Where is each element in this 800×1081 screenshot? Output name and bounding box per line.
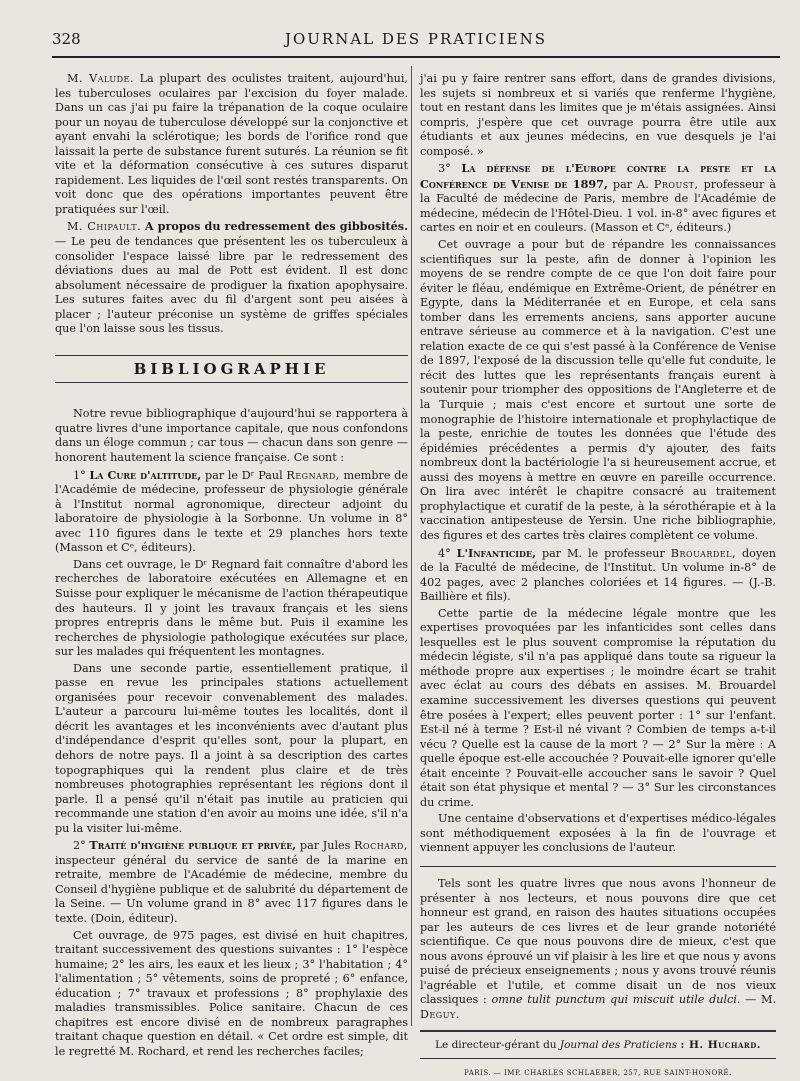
bibliographie-heading: BIBLIOGRAPHIE	[55, 355, 408, 384]
book-1-entry: 1° La Cure d'altitude, par le Dʳ Paul Regnard, membre de l'Académie de médecine, professeur de physiologie générale à l'Institut normal agronomique, directeur adjoint du laboratoire de physiologie à la Sorbonne. Un volume in 8° avec 110 figures dans le texte et 29 planches hors texte (Masson et Cᵉ, éditeurs).	[55, 467, 408, 555]
book-3-title: La défense de l'Europe contre la peste et la Conférence de Venise de 1897,	[420, 161, 776, 191]
author-rochard: Rochard,	[354, 839, 408, 853]
header-rule	[52, 56, 780, 58]
printer-imprint: PARIS. — IMP. CHARLES SCHLAEBER, 257, RUE SAINT-HONORÉ.	[464, 1069, 732, 1077]
book-2-title: Traité d'hygiène publique et privée,	[89, 838, 297, 853]
right-column	[420, 72, 776, 1081]
book-2-summary: Cet ouvrage, de 975 pages, est divisé en huit chapitres, traitant successivement des questions suivantes : 1° l'espèce humaine; 2° les airs, les eaux et les lieux ; 3° l'habitation ; 4° l'alimentation ; 5° vêtements, soins de propreté ; 6° enfance, éducation ; 7° travaux et professions ; 8° prophylaxie des maladies transmissibles. Police sanitaire. Chacun de ces chapitres est encore divisé en de nombreux paragraphes traitant chaque question en détail. « Cet ordre est simple, dit le regretté M. Rochard, et rend les recherches faciles;	[55, 928, 408, 1058]
director-name: : H. Huchard.	[680, 1039, 761, 1052]
book-3-entry: 3° La défense de l'Europe contre la peste et la Conférence de Venise de 1897, par A. Proust, professeur à la Faculté de médecine de Paris, membre de l'Académie de médecine, médecin de l'Hôtel-Dieu. 1 vol. in-8° avec figures et cartes en noir et en couleurs. (Masson et Cᵉ, éditeurs.)	[420, 161, 777, 235]
director-footer: Le directeur-gérant du Journal des Praticiens : H. Huchard.	[420, 1030, 776, 1059]
book-1-summary-1: Dans cet ouvrage, le Dʳ Regnard fait connaître d'abord les recherches de laboratoire exécutées en Allemagne et en Suisse pour expliquer le mécanisme de l'action thérapeutique des hauteurs. Il y joint les travaux français et les siens propres entrepris dans le même but. Puis il examine les recherches de physiologie pathologique exécutées sur place, sur les malades qui fréquentent les montagnes.	[55, 557, 408, 659]
book-4-summary-2: Une centaine d'observations et d'expertises médico-légales sont méthodiquement exposées à la fin de l'ouvrage et viennent appuyer les conclusions de l'auteur.	[420, 812, 776, 855]
section-rule	[420, 866, 776, 867]
book-2-entry: 2° Traité d'hygiène publique et privée, par Jules Rochard, inspecteur général du service de santé de la marine en retraite, membre de l'Académie de médecine, membre du Conseil d'hygiène publique et de salubrité du département de la Seine. — Un volume grand in 8° avec 117 figures dans le texte. (Doin, éditeur).	[55, 838, 408, 925]
book-3-summary: Cet ouvrage a pour but de répandre les connaissances scientifiques sur la peste, afin de donner à l'opinion les moyens de se rendre compte de ce que l'on doit faire pour éviter le fléau, endémique en Extrême-Orient, de pénétrer en Egypte, dans la Méditerranée et en Europe, et cela sans tomber dans les errements anciens, sans apporter aucune entrave sérieuse au commerce et à la navigation. C'est une relation exacte de ce qui s'est passé à la Conférence de Venise de 1897, l'exposé de la discussion telle qu'elle fut conduite, le récit des luttes que les représentants français eurent à soutenir pour triompher des oppositions de l'Angleterre et de la Turquie ; mais c'est encore et surtout une sorte de monographie de l'histoire internationale et prophylactique de la peste, enrichie de toutes les données que l'étude des épidémies précédentes a permis d'y ajouter, des faits nombreux dont la bactériologie l'a si heureusement accrue, et aussi des moyens à mettre en œuvre en pareille occurrence. On lira avec intérêt le chapitre consacré au traitement prophylactique et curatif de la peste, à la sérothérapie et à la vaccination antipesteuse de Yersin. Une riche bibliographie, des figures et des cartes très claires complètent ce volume.	[420, 238, 776, 542]
book-4-title: L'Infanticide,	[456, 545, 536, 560]
page-number: 328	[52, 30, 81, 48]
page-header	[52, 28, 780, 54]
author-deguy: Deguy.	[420, 1007, 460, 1021]
book-2-continued: j'ai pu y faire rentrer sans effort, dans de grandes divisions, les sujets si nombreux et si variés que renferme l'hygiène, tout en restant dans les limites que je m'étais assignées. Ainsi compris, j'espère que cet ouvrage pourra être utile aux étudiants et aux jeunes médecins, en vue desquels je l'ai composé. »	[420, 72, 776, 158]
chipault-paragraph: M. Chipault. A propos du redressement des gibbosités. — Le peu de tendances que présentent les os tuberculeux à consolider l'espace laissé libre par le redressement des déviations dues au mal de Pott est évident. Il est donc absolument nécessaire de prodiguer la fixation apophysaire. Les sutures faites avec du fil d'argent sont peu aisées à placer ; l'auteur préconise un système de griffes spéciales que l'on laisse sous les tissus.	[55, 219, 408, 336]
valude-paragraph: M. Valude. La plupart des oculistes traitent, aujourd'hui, les tuberculoses oculaires par l'excision du foyer malade. Dans un cas j'ai pu faire la trépanation de la coque oculaire pour un noyau de tuberculose développé sur la conjonctive et ayant envahi la sclérotique; les bords de l'orifice rond que laissait la perte de substance furent suturés. La réunion se fit vite et la déformation consécutive à ces sutures disparut rapidement. Les liquides de l'œil sont restés transparents. On voit donc que des opérations importantes peuvent être pratiquées sur l'œil.	[55, 72, 408, 216]
journal-title: JOURNAL DES PRATICIENS	[284, 30, 548, 48]
book-4-entry: 4° L'Infanticide, par M. le professeur Brouardel, doyen de la Faculté de médecine, de l'Institut. Un volume in-8° de 402 pages, avec 2 planches coloriées et 14 figures. — (J.-B. Baillière et fils).	[420, 545, 777, 604]
bibliographie-intro: Notre revue bibliographique d'aujourd'hui se rapportera à quatre livres d'une importance capitale, que nous confondons dans un éloge commun ; car tous — chacun dans son genre — honorent hautement la science française. Ce sont :	[55, 407, 408, 465]
book-1-summary-2: Dans une seconde partie, essentiellement pratique, il passe en revue les principales stations actuellement organisées pour recevoir convenablement des malades. L'auteur a parcouru lui-même toutes les localités, dont il décrit les avantages et les inconvénients avec d'autant plus d'indépendance d'esprit qu'elles sont, pour la plupart, en dehors de notre pays. Il a joint à sa description des cartes topographiques qui la rendent plus claire et de très nombreuses photographies représentant les régions dont il parle. Il a pensé qu'il n'était pas inutile au praticien qui recommande une station d'en avoir au moins une idée, s'il n'a pu la visiter lui-même.	[55, 661, 408, 835]
book-1-title: La Cure d'altitude,	[89, 467, 202, 482]
chipault-title: A propos du redressement des gibbosités.	[144, 219, 408, 234]
author-chipault: M. Chipault.	[67, 220, 142, 234]
author-regnard: Regnard,	[286, 468, 340, 482]
book-4-summary-1: Cette partie de la médecine légale montre que les expertises provoquées par les infanticides sont celles dans lesquelles est le plus souvent compromise la réputation du médecin légiste, s'il n'a pas appliqué dans toute sa rigueur la méthode propre aux expertises ; le moindre écart se trahit avec éclat au cours des débats en assises. M. Brouardel examine successivement les diverses questions qui peuvent être posées à l'expert; elles peuvent porter : 1° sur l'enfant. Est-il né à terme ? Est-il né vivant ? Combien de temps a-t-il vécu ? Quelle est la cause de la mort ? — 2° Sur la mère : A quelle époque est-elle accouchée ? Pouvait-elle ignorer qu'elle était enceinte ? Pouvait-elle accoucher sans le savoir ? Quel était son état physique et mental ? — 3° Sur les circonstances du crime.	[420, 606, 776, 809]
left-column	[55, 72, 408, 1061]
author-valude: M. Valude.	[67, 72, 134, 85]
author-brouardel: Brouardel,	[670, 546, 737, 560]
column-divider	[411, 66, 412, 1026]
latin-quote: omne tulit punctum qui miscuit utile dulci.	[491, 993, 741, 1007]
conclusion-paragraph: Tels sont les quatre livres que nous avons l'honneur de présenter à nos lecteurs, et nous pouvons dire que cet honneur est grand, en raison des hautes situations occupées par les auteurs de ces livres et de leur grande notoriété scientifique. Ce que nous pouvons dire de mieux, c'est que nous avons éprouvé un vif plaisir à les lire et que nous y avons puisé de précieux enseignements ; nous y avons trouvé réunis l'agréable et l'utile, et comme disait un de nos vieux classiques : omne tulit punctum qui miscuit utile dulci. — M. Deguy.	[420, 876, 777, 1021]
author-proust: Proust,	[653, 177, 699, 191]
